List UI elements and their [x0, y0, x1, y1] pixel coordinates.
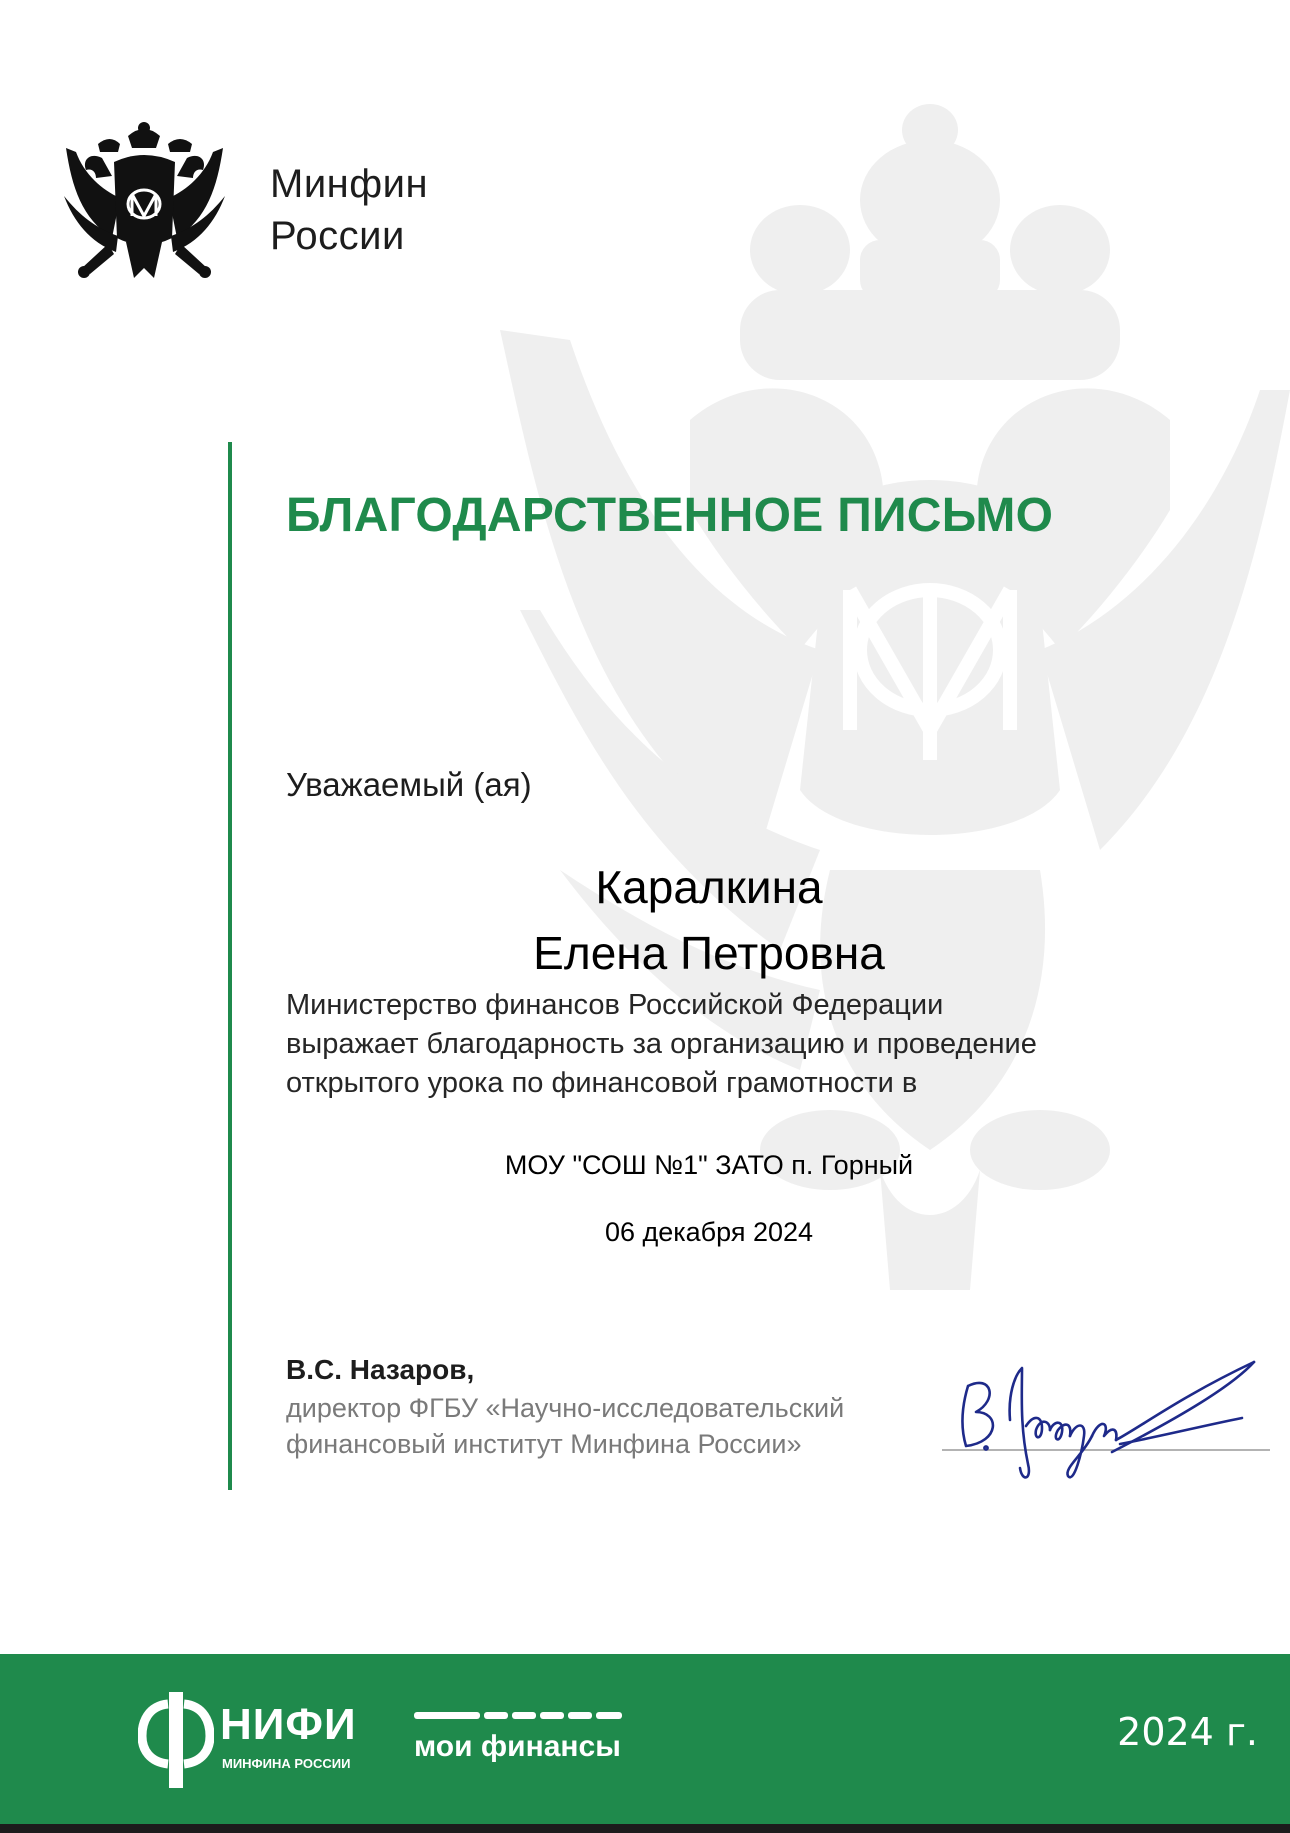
recipient-surname: Каралкина [595, 861, 823, 913]
signer-position [286, 1390, 844, 1462]
signer-position-line: финансовый институт Минфина России» [286, 1429, 802, 1459]
organization-name: МОУ "СОШ №1" ЗАТО п. Горный [504, 1150, 914, 1180]
vertical-accent-rule [228, 442, 232, 1490]
document-date: 06 декабря 2024 [604, 1217, 814, 1247]
recipient-given-names: Елена Петровна [533, 927, 885, 979]
document-title: БЛАГОДАРСТВЕННОЕ ПИСЬМО [286, 489, 1054, 542]
ministry-name [270, 158, 428, 262]
signer-position-line: директор ФГБУ «Научно-исследовательский [286, 1393, 845, 1423]
footer-year: 2024 г. [1117, 1710, 1258, 1754]
body-text [286, 986, 1166, 1103]
salutation: Уважаемый (ая) [286, 766, 532, 803]
body-line: открытого урока по финансовой грамотности в [286, 1067, 918, 1099]
ministry-name-line1: Минфин [270, 162, 429, 206]
footer-bar [0, 1654, 1290, 1824]
footer-bottom-strip [0, 1824, 1290, 1833]
handwritten-signature-icon [942, 1356, 1272, 1488]
double-headed-eagle-icon [62, 118, 227, 288]
eagle-watermark-icon [500, 90, 1290, 1290]
moi-finansy-bars-icon [414, 1712, 622, 1720]
moi-finansy-logo [414, 1712, 624, 1782]
nifi-phi-logo-icon [138, 1690, 214, 1790]
signer-name: В.С. Назаров, [286, 1354, 475, 1385]
body-line: Министерство финансов Российской Федерации [286, 989, 944, 1021]
nifi-logo [138, 1690, 358, 1790]
body-line: выражает благодарность за организацию и проведение [286, 1028, 1037, 1060]
nifi-title: НИФИ [220, 1700, 357, 1749]
moi-finansy-text: мои финансы [414, 1730, 621, 1763]
nifi-subtitle: МИНФИНА РОССИИ [222, 1756, 351, 1771]
ministry-name-line2: России [270, 214, 405, 258]
